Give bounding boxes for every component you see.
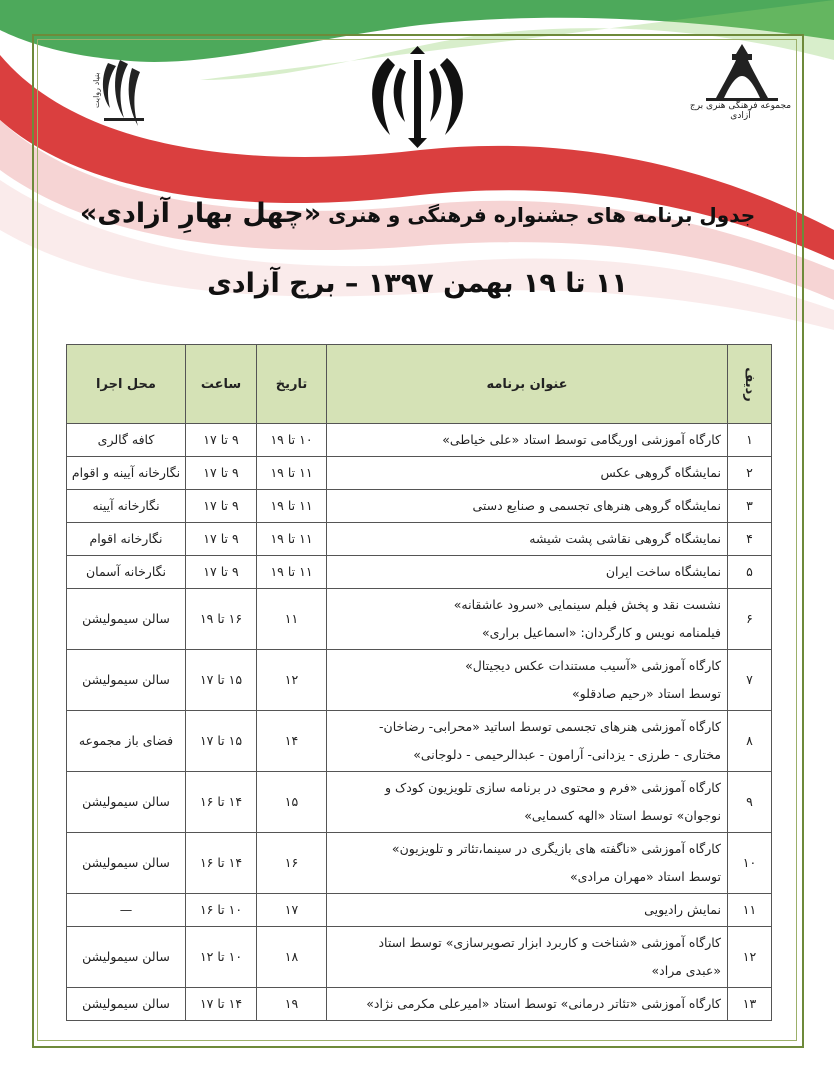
cell-venue: سالن سیمولیشن	[67, 650, 186, 711]
cell-time: ۹ تا ۱۷	[186, 490, 257, 523]
cell-time: ۱۶ تا ۱۹	[186, 589, 257, 650]
cell-program-title	[327, 927, 728, 988]
cell-row-number: ۷	[728, 650, 772, 711]
table-header-row	[67, 345, 772, 424]
cell-time: ۱۵ تا ۱۷	[186, 711, 257, 772]
cell-venue: سالن سیمولیشن	[67, 833, 186, 894]
cell-row-number: ۵	[728, 556, 772, 589]
cell-row-number: ۱۳	[728, 988, 772, 1021]
cell-date: ۱۹	[257, 988, 327, 1021]
table-row	[67, 833, 772, 894]
page-subtitle: ۱۱ تا ۱۹ بهمن ۱۳۹۷ – برج آزادی	[207, 268, 628, 299]
cell-date: ۱۵	[257, 772, 327, 833]
program-title-line: نمایش رادیویی	[644, 902, 721, 917]
cell-time: ۹ تا ۱۷	[186, 523, 257, 556]
program-title-line: توسط استاد «مهران مرادی»	[569, 869, 721, 884]
table-row	[67, 490, 772, 523]
table-row	[67, 650, 772, 711]
cell-row-number: ۶	[728, 589, 772, 650]
cell-program-title	[327, 556, 728, 589]
cell-row-number: ۴	[728, 523, 772, 556]
program-title-line: نشست نقد و پخش فیلم سینمایی «سرود عاشقانه»	[453, 597, 721, 612]
cell-venue: نگارخانه اقوام	[67, 523, 186, 556]
title-festival-name: «چهل بهارِ آزادی»	[79, 198, 322, 229]
program-title-line: نوجوان» توسط استاد «الهه کسمایی»	[524, 808, 721, 823]
cell-time: ۹ تا ۱۷	[186, 424, 257, 457]
schedule-body	[67, 424, 772, 1021]
table-row	[67, 457, 772, 490]
col-header-venue: محل اجرا	[67, 345, 186, 424]
cell-program-title	[327, 523, 728, 556]
program-title-line: «عبدی مراد»	[651, 963, 721, 978]
cell-date: ۱۱ تا ۱۹	[257, 523, 327, 556]
program-title-line: نمایشگاه گروهی هنرهای تجسمی و صنایع دستی	[472, 498, 721, 513]
cell-time: ۱۵ تا ۱۷	[186, 650, 257, 711]
cell-date: ۱۴	[257, 711, 327, 772]
cell-venue: نگارخانه آیینه	[67, 490, 186, 523]
table-row	[67, 927, 772, 988]
table-row	[67, 424, 772, 457]
cell-row-number: ۸	[728, 711, 772, 772]
cell-row-number: ۲	[728, 457, 772, 490]
program-title-line: فیلمنامه نویس و کارگردان: «اسماعیل براری»	[481, 625, 721, 640]
cell-venue: سالن سیمولیشن	[67, 772, 186, 833]
program-title-line: مختاری - طرزی - یزدانی- آرامون - عبدالرحیمی - دلوجانی»	[413, 747, 721, 762]
cell-venue: کافه گالری	[67, 424, 186, 457]
cell-time: ۱۴ تا ۱۷	[186, 988, 257, 1021]
cell-row-number: ۱	[728, 424, 772, 457]
cell-venue: سالن سیمولیشن	[67, 927, 186, 988]
table-row	[67, 988, 772, 1021]
cell-time: ۱۰ تا ۱۲	[186, 927, 257, 988]
program-title-line: توسط استاد «رحیم صادقلو»	[572, 686, 721, 701]
cell-venue: سالن سیمولیشن	[67, 589, 186, 650]
iran-emblem-icon	[350, 40, 485, 150]
cell-date: ۱۷	[257, 894, 327, 927]
cell-row-number: ۹	[728, 772, 772, 833]
program-title-line: کارگاه آموزشی «شناخت و کاربرد ابزار تصویرسازی» توسط استاد	[378, 935, 721, 950]
cell-program-title	[327, 490, 728, 523]
cell-venue: نگارخانه آیینه و اقوام	[67, 457, 186, 490]
cell-program-title	[327, 457, 728, 490]
cell-row-number: ۱۰	[728, 833, 772, 894]
program-title-line: کارگاه آموزشی «آسیب مستندات عکس دیجیتال»	[465, 658, 721, 673]
cell-date: ۱۶	[257, 833, 327, 894]
cell-program-title	[327, 988, 728, 1021]
page-title	[40, 198, 795, 229]
program-title-line: نمایشگاه گروهی عکس	[600, 465, 721, 480]
table-row	[67, 711, 772, 772]
cell-program-title	[327, 711, 728, 772]
program-title-line: کارگاه آموزشی «فرم و محتوی در برنامه سازی تلویزیون کودک و	[385, 780, 721, 795]
cell-time: ۱۴ تا ۱۶	[186, 772, 257, 833]
cell-venue: سالن سیمولیشن	[67, 988, 186, 1021]
col-header-date: تاریخ	[257, 345, 327, 424]
col-header-title: عنوان برنامه	[327, 345, 728, 424]
cell-time: ۱۰ تا ۱۶	[186, 894, 257, 927]
cell-time: ۹ تا ۱۷	[186, 556, 257, 589]
program-title-line: کارگاه آموزشی «تئاتر درمانی» توسط استاد «امیرعلی مکرمی نژاد»	[366, 996, 721, 1011]
cell-date: ۱۱ تا ۱۹	[257, 490, 327, 523]
cell-date: ۱۸	[257, 927, 327, 988]
table-row	[67, 772, 772, 833]
table-row	[67, 589, 772, 650]
cell-date: ۱۱	[257, 589, 327, 650]
col-header-time: ساعت	[186, 345, 257, 424]
cell-date: ۱۱ تا ۱۹	[257, 556, 327, 589]
cell-program-title	[327, 589, 728, 650]
cell-row-number: ۳	[728, 490, 772, 523]
cell-date: ۱۱ تا ۱۹	[257, 457, 327, 490]
program-title-line: کارگاه آموزشی «ناگفته های بازیگری در سینما،تئاتر و تلویزیون»	[391, 841, 721, 856]
cell-venue: فضای باز مجموعه	[67, 711, 186, 772]
table-row	[67, 523, 772, 556]
program-title-line: نمایشگاه ساخت ایران	[605, 564, 721, 579]
table-row	[67, 556, 772, 589]
title-prefix: جدول برنامه های جشنواره فرهنگی و هنری	[328, 203, 756, 227]
cell-time: ۱۴ تا ۱۶	[186, 833, 257, 894]
cell-row-number: ۱۱	[728, 894, 772, 927]
col-header-row: ردیف	[728, 345, 772, 424]
cell-program-title	[327, 424, 728, 457]
cell-venue: —	[67, 894, 186, 927]
table-row	[67, 894, 772, 927]
left-logo-text: بنیاد روایت	[92, 72, 101, 108]
program-title-line: کارگاه آموزشی هنرهای تجسمی توسط اساتید «محرابی- رضاخان-	[379, 719, 721, 734]
cell-date: ۱۰ تا ۱۹	[257, 424, 327, 457]
right-logo-text: مجموعه فرهنگی هنری برج آزادی	[689, 101, 792, 121]
cell-venue: نگارخانه آسمان	[67, 556, 186, 589]
program-title-line: نمایشگاه گروهی نقاشی پشت شیشه	[529, 531, 721, 546]
cell-time: ۹ تا ۱۷	[186, 457, 257, 490]
schedule-table	[66, 344, 772, 1021]
program-title-line: کارگاه آموزشی اوریگامی توسط استاد «علی خیاطی»	[442, 432, 721, 447]
cell-program-title	[327, 650, 728, 711]
cell-program-title	[327, 833, 728, 894]
cell-program-title	[327, 772, 728, 833]
cell-date: ۱۲	[257, 650, 327, 711]
cell-row-number: ۱۲	[728, 927, 772, 988]
cell-program-title	[327, 894, 728, 927]
